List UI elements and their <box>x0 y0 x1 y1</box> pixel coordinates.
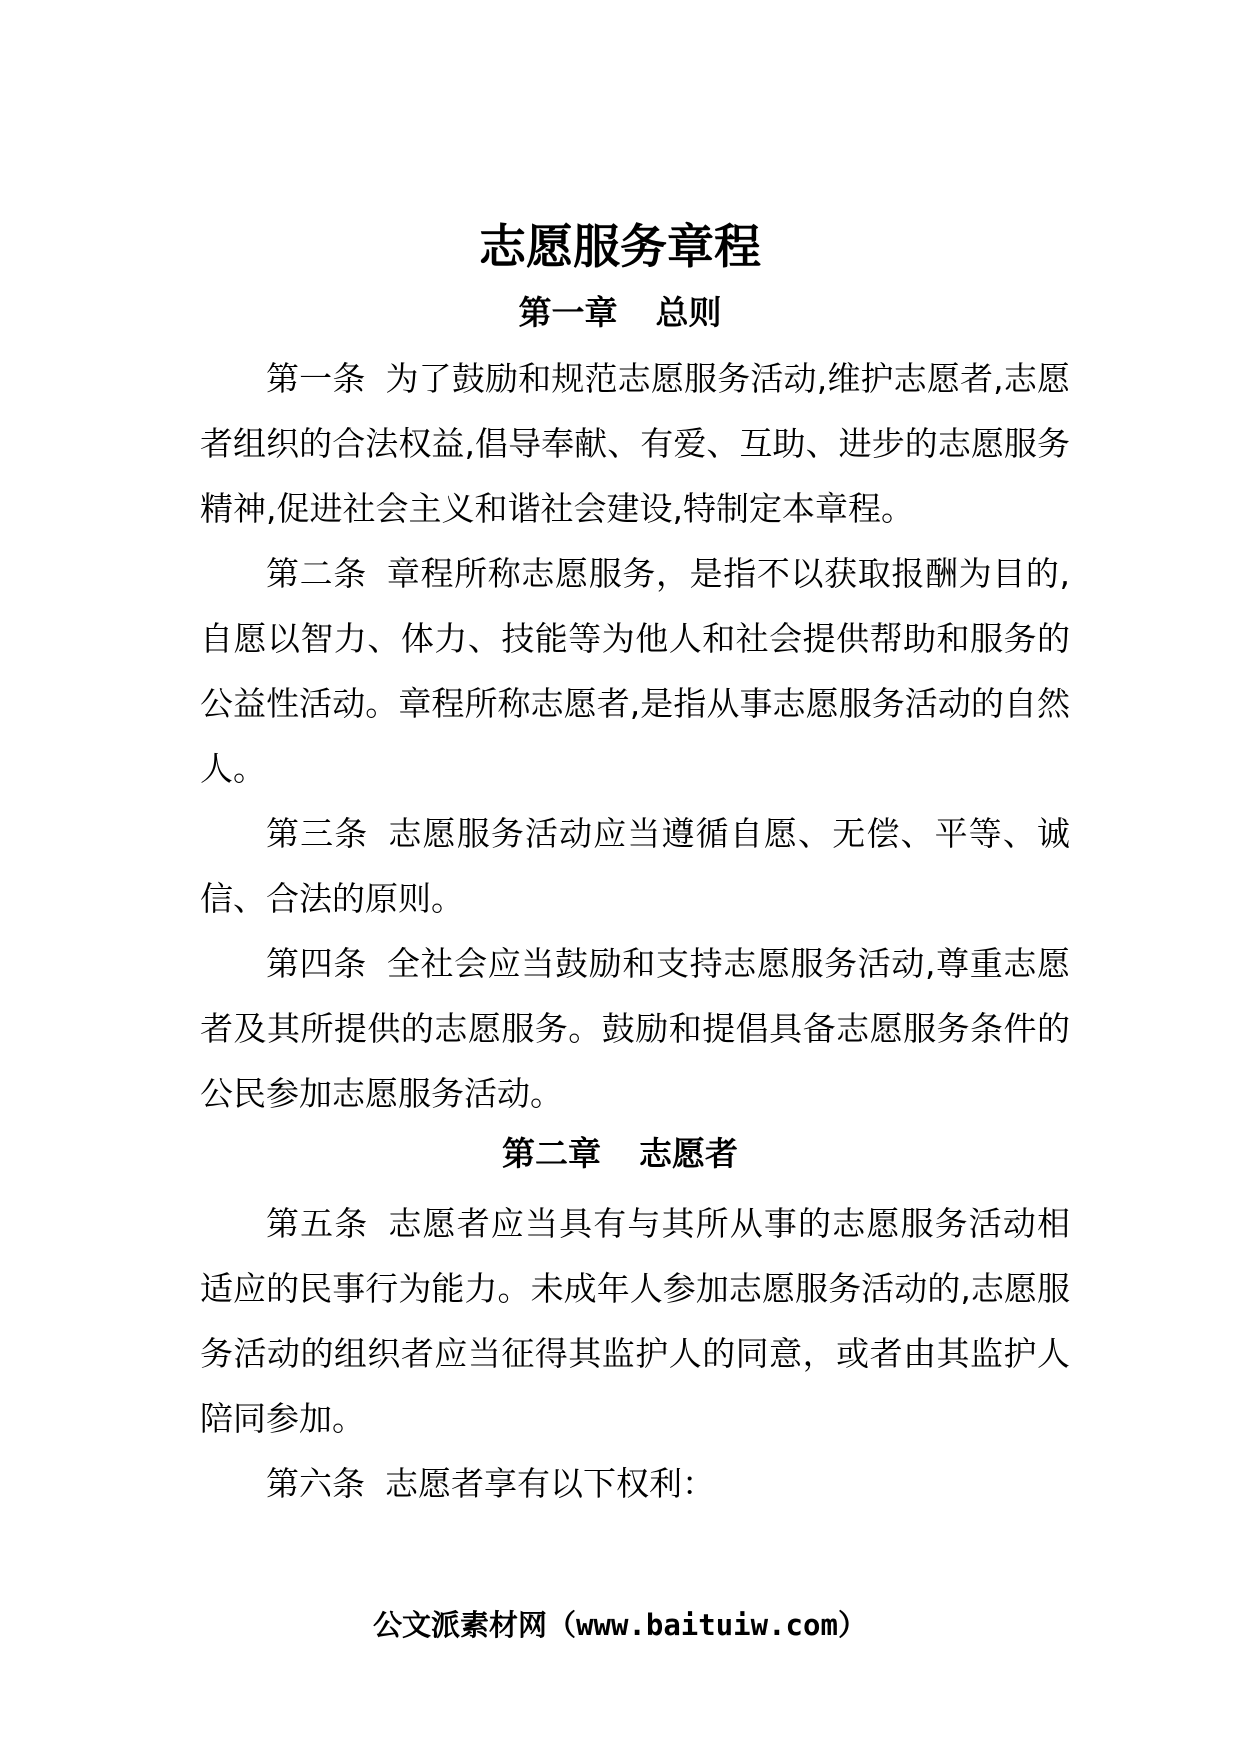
article-2 <box>200 541 1070 801</box>
article-3-label: 第三条 <box>266 814 369 853</box>
article-1 <box>200 346 1070 541</box>
article-4-label: 第四条 <box>266 944 367 983</box>
article-2-label: 第二条 <box>266 554 367 593</box>
article-4-text: 全社会应当鼓励和支持志愿服务活动,尊重志愿者及其所提供的志愿服务。鼓励和提倡具备志愿服务条件的公民参加志愿服务活动。 <box>200 944 1071 1113</box>
article-5-label: 第五条 <box>266 1204 369 1243</box>
footer-site-name: 公文派素材网 <box>373 1608 548 1642</box>
article-3-text: 志愿服务活动应当遵循自愿、无偿、平等、诚信、合法的原则。 <box>200 814 1071 918</box>
chapter-heading-2 <box>0 1130 1240 1178</box>
article-2-text: 章程所称志愿服务，是指不以获取报酬为目的,自愿以智力、体力、技能等为他人和社会提供帮助和服务的公益性活动。章程所称志愿者,是指从事志愿服务活动的自然人。 <box>200 554 1071 788</box>
article-3 <box>200 801 1070 931</box>
document-title: 志愿服务章程 <box>479 220 761 275</box>
article-6-label: 第六条 <box>266 1464 365 1503</box>
article-6-text: 志愿者享有以下权利： <box>385 1464 715 1503</box>
article-1-label: 第一条 <box>266 359 366 398</box>
footer-watermark <box>0 1605 1240 1645</box>
footer-close-paren: ） <box>837 1608 867 1642</box>
article-5 <box>200 1191 1070 1451</box>
chapter-heading-1 <box>0 289 1240 337</box>
chapter-1-name: 总则 <box>655 293 722 332</box>
chapter-2-number: 第二章 <box>502 1134 601 1173</box>
article-5-text: 志愿者应当具有与其所从事的志愿服务活动相适应的民事行为能力。未成年人参加志愿服务活动的,志愿服务活动的组织者应当征得其监护人的同意，或者由其监护人陪同参加。 <box>200 1204 1071 1438</box>
article-4 <box>200 931 1070 1126</box>
footer-open-paren: （ <box>547 1608 577 1642</box>
footer-site-url: www.baituiw.com <box>576 1608 838 1642</box>
article-1-text: 为了鼓励和规范志愿服务活动,维护志愿者,志愿者组织的合法权益,倡导奉献、有爱、互助、进步的志愿服务精神,促进社会主义和谐社会建设,特制定本章程。 <box>200 359 1071 528</box>
article-6 <box>200 1451 1070 1516</box>
chapter-1-number: 第一章 <box>518 293 618 332</box>
chapter-2-name: 志愿者 <box>639 1134 738 1173</box>
